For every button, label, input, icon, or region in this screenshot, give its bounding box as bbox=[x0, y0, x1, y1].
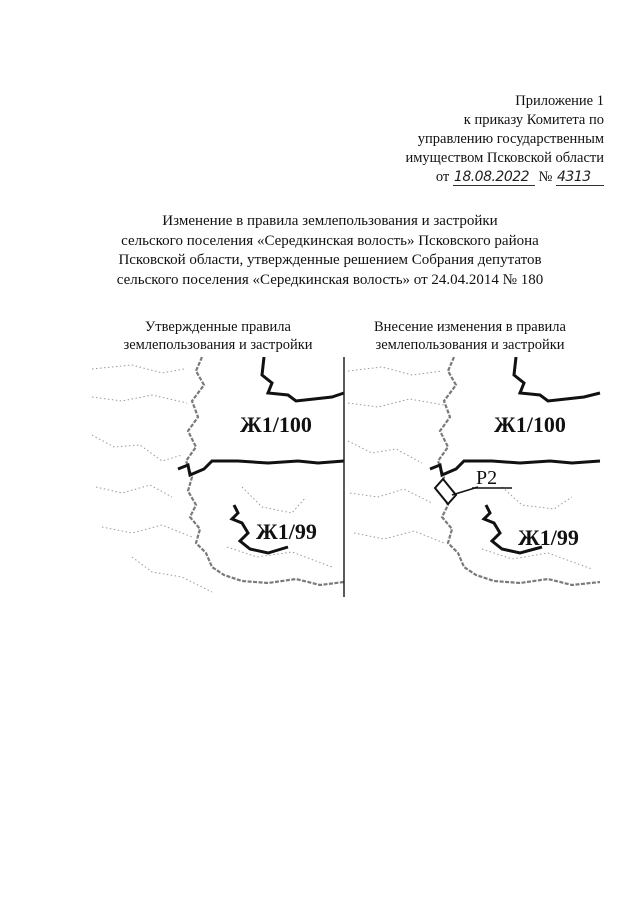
handwritten-date: 18.08.2022 bbox=[453, 170, 535, 186]
right-caption-line-2: землепользования и застройки bbox=[375, 337, 565, 353]
left-map-middle-zone-line bbox=[178, 461, 344, 475]
right-zone-label-r2: Р2 bbox=[476, 467, 498, 489]
annex-committee-line2: имуществом Псковской области bbox=[405, 150, 604, 166]
map-comparison bbox=[92, 357, 608, 597]
number-prefix: № bbox=[538, 169, 553, 185]
right-map-caption bbox=[350, 318, 590, 354]
right-map-top-zone-line bbox=[514, 357, 600, 401]
right-map-boundary-grey bbox=[438, 357, 600, 585]
right-caption-line-1: Внесение изменения в правила bbox=[374, 319, 566, 335]
right-map-middle-zone-line bbox=[430, 461, 600, 475]
annex-committee-line1: управлению государственным bbox=[417, 131, 604, 147]
left-caption-line-2: землепользования и застройки bbox=[123, 337, 313, 353]
right-zone-label-top: Ж1/100 bbox=[494, 412, 566, 437]
title-line-4: сельского поселения «Середкинская волость» от 24.04.2014 № 180 bbox=[116, 271, 544, 288]
right-map bbox=[348, 357, 600, 585]
handwritten-number: 4313 bbox=[556, 170, 604, 186]
left-caption-line-1: Утвержденные правила bbox=[145, 319, 291, 335]
annex-date-number-line bbox=[344, 168, 604, 187]
map-svg bbox=[92, 357, 608, 597]
title-line-3: Псковской области, утвержденные решением Собрания депутатов bbox=[118, 252, 542, 268]
annex-title: Приложение 1 bbox=[515, 93, 604, 109]
left-map-background-lines bbox=[92, 365, 332, 592]
left-map bbox=[92, 357, 344, 592]
annex-order-ref: к приказу Комитета по bbox=[463, 112, 604, 128]
left-map-top-zone-line bbox=[262, 357, 344, 401]
left-zone-label-bottom: Ж1/99 bbox=[256, 519, 317, 544]
date-prefix: от bbox=[435, 169, 450, 185]
r2-parcel bbox=[435, 479, 456, 504]
document-title bbox=[80, 212, 580, 290]
left-zone-label-top: Ж1/100 bbox=[240, 412, 312, 437]
right-zone-label-bottom: Ж1/99 bbox=[518, 525, 579, 550]
annex-header bbox=[344, 92, 604, 187]
title-line-1: Изменение в правила землепользования и застройки bbox=[162, 213, 498, 229]
title-line-2: сельского поселения «Середкинская волость» Псковского района bbox=[121, 232, 539, 249]
left-map-caption bbox=[98, 318, 338, 354]
